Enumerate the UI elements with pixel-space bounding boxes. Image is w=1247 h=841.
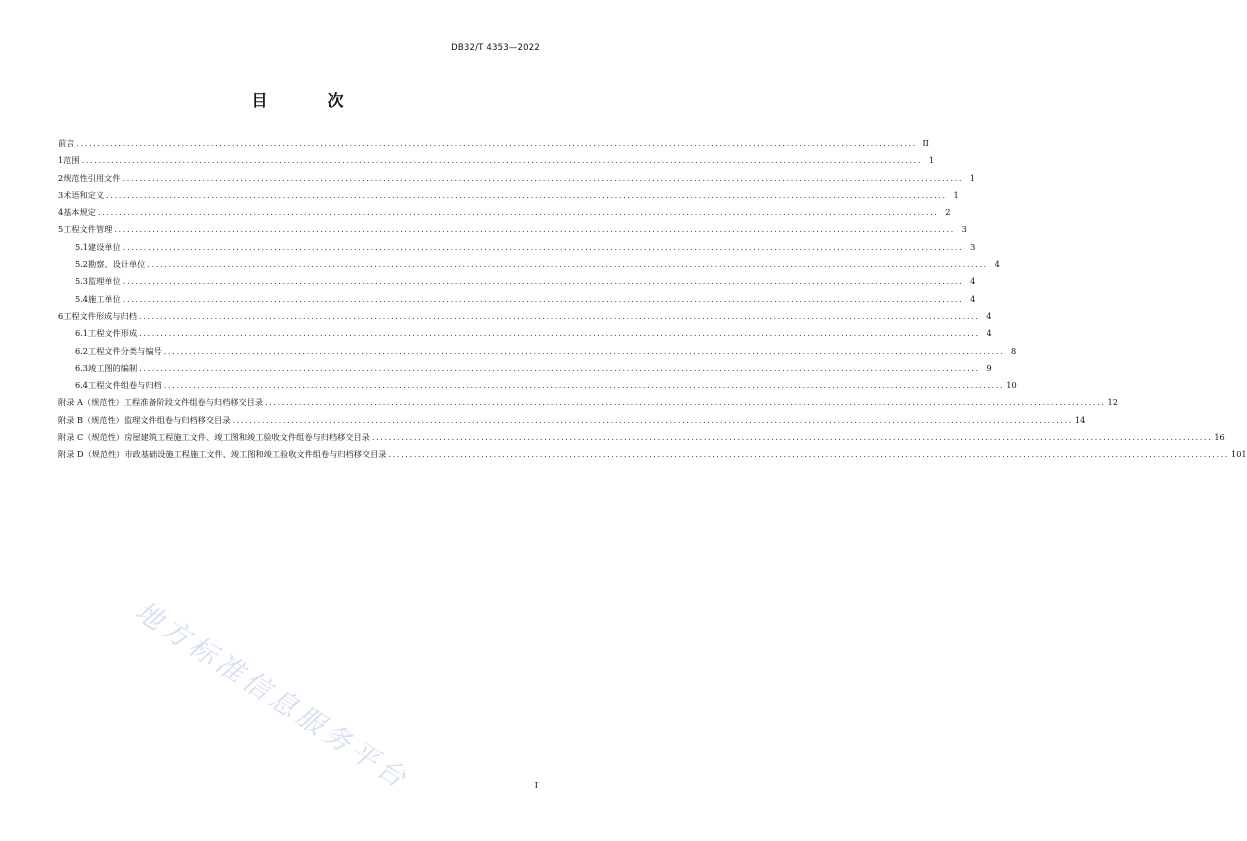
toc-entry[interactable]: [58, 328, 992, 345]
toc-entry-number: 6.4: [75, 380, 89, 391]
toc-entry-label: 房屋建筑工程施工文件、竣工图和竣工验收文件组卷与归档移交目录: [124, 432, 370, 443]
watermark: 地方标准信息服务平台: [129, 595, 415, 797]
toc-entry-number: 4: [58, 207, 64, 218]
toc-entry[interactable]: [58, 310, 992, 328]
toc-dot-leader: ........................................................................................................................................................................................................: [97, 207, 939, 218]
toc-entry-label: 工程文件形成与归档: [63, 310, 137, 321]
toc-entry-number: 附录 A（规范性）: [58, 397, 124, 408]
toc-entry[interactable]: [58, 380, 1017, 397]
toc-entry-label: 规范性引用文件: [63, 172, 121, 183]
toc-entry-page: 4: [986, 310, 992, 321]
toc-entry-number: 5.2: [75, 259, 89, 270]
toc-dot-leader: ........................................................................................................................................................................................................: [139, 362, 980, 373]
toc-entry-label: 工程准备阶段文件组卷与归档移交目录: [123, 397, 264, 408]
toc-entry-page: 1: [953, 189, 959, 200]
toc-entry[interactable]: [58, 276, 976, 293]
toc-entry-page: 1: [928, 155, 935, 166]
toc-entry-label: 工程文件分类与编号: [88, 345, 162, 356]
toc-dot-leader: ........................................................................................................................................................................................................: [81, 155, 923, 166]
toc-entry-label: 基本规定: [63, 207, 96, 218]
toc-entry-label: 建设单位: [88, 241, 121, 252]
toc-dot-leader: ........................................................................................................................................................................................................: [371, 432, 1213, 443]
toc-entry[interactable]: [58, 432, 1225, 449]
toc-entry-page: 2: [945, 207, 951, 218]
toc-dot-leader: ........................................................................................................................................................................................................: [106, 189, 947, 200]
toc-entry[interactable]: [58, 259, 1000, 276]
toc-entry-page: II: [922, 138, 929, 148]
toc-entry-label: 勘察、设计单位: [88, 259, 146, 270]
document-code: DB32/T 4353—2022: [451, 43, 540, 53]
toc-entry-number: 2: [58, 172, 64, 183]
toc-entry[interactable]: [58, 362, 992, 380]
toc-dot-leader: ........................................................................................................................................................................................................: [232, 414, 1073, 425]
toc-entry-page: 3: [961, 224, 967, 235]
toc-entry-label: 术语和定义: [63, 189, 105, 200]
page-number: I: [534, 781, 538, 791]
toc-dot-leader: ........................................................................................................................................................................................................: [163, 345, 1005, 356]
toc-entry-page: 4: [994, 259, 1000, 270]
toc-dot-leader: ........................................................................................................................................................................................................: [122, 172, 964, 183]
toc-entry-page: 12: [1107, 397, 1118, 408]
toc-entry[interactable]: [58, 414, 1086, 432]
toc-entry-number: 1: [58, 155, 64, 166]
toc-entry-page: 1: [969, 172, 976, 183]
toc-entry-label: 施工单位: [88, 293, 121, 304]
toc-dot-leader: ........................................................................................................................................................................................................: [76, 138, 917, 148]
toc-entry-number: 6: [58, 310, 64, 321]
toc-entry[interactable]: [58, 449, 1247, 466]
toc-dot-leader: ........................................................................................................................................................................................................: [114, 224, 955, 235]
toc-entry-label: 监理文件组卷与归档移交目录: [123, 414, 231, 425]
toc-entry[interactable]: [58, 138, 929, 155]
toc-entry-label: 工程文件组卷与归档: [88, 380, 162, 391]
toc-entry-number: 附录 B（规范性）: [58, 414, 124, 425]
toc-entry-page: 16: [1214, 432, 1225, 443]
toc-entry[interactable]: [58, 397, 1118, 414]
toc-dot-leader: ........................................................................................................................................................................................................: [388, 449, 1230, 460]
toc-entry-page: 9: [986, 362, 992, 373]
toc-entry-number: 附录 C（规范性）: [58, 432, 125, 443]
toc-entry-page: 10: [1006, 380, 1017, 391]
table-of-contents: [58, 138, 1247, 467]
toc-entry-page: 4: [986, 328, 992, 339]
toc-dot-leader: ........................................................................................................................................................................................................: [265, 397, 1106, 408]
toc-entry[interactable]: [58, 293, 976, 311]
toc-entry[interactable]: [58, 207, 951, 224]
toc-entry[interactable]: [58, 155, 935, 172]
toc-entry-page: 4: [970, 276, 976, 287]
toc-entry[interactable]: [58, 172, 976, 190]
toc-entry-page: 4: [970, 293, 976, 304]
toc-entry-label: 竣工图的编制: [88, 362, 138, 373]
toc-dot-leader: ........................................................................................................................................................................................................: [139, 328, 980, 339]
toc-entry-number: 5.3: [75, 276, 89, 287]
toc-entry-label: 前言: [58, 138, 75, 148]
toc-entry-number: 5: [58, 224, 64, 235]
page-title: 目 次: [251, 91, 366, 110]
toc-dot-leader: ........................................................................................................................................................................................................: [122, 293, 964, 304]
toc-entry-number: 附录 D（规范性）: [58, 449, 125, 460]
toc-entry[interactable]: [58, 189, 959, 207]
toc-entry[interactable]: [58, 241, 976, 259]
toc-dot-leader: ........................................................................................................................................................................................................: [122, 276, 964, 287]
toc-entry-label: 范围: [63, 155, 80, 166]
toc-entry-page: 14: [1074, 414, 1086, 425]
toc-entry-page: 101: [1231, 449, 1247, 460]
toc-entry-page: 3: [970, 241, 976, 252]
toc-entry-page: 8: [1011, 345, 1017, 356]
toc-entry-label: 工程文件形成: [88, 328, 138, 339]
toc-dot-leader: ........................................................................................................................................................................................................: [147, 259, 988, 270]
toc-entry-label: 工程文件管理: [63, 224, 113, 235]
toc-dot-leader: ........................................................................................................................................................................................................: [163, 380, 1005, 391]
toc-entry-label: 市政基础设施工程施工文件、竣工图和竣工验收文件组卷与归档移交目录: [124, 449, 387, 460]
toc-entry-number: 6.3: [75, 362, 89, 373]
toc-entry-label: 监理单位: [88, 276, 121, 287]
toc-entry-number: 5.1: [75, 241, 89, 252]
toc-dot-leader: ........................................................................................................................................................................................................: [138, 310, 980, 321]
toc-entry[interactable]: [58, 224, 967, 241]
toc-entry-number: 3: [58, 189, 64, 200]
toc-entry-number: 6.1: [75, 328, 89, 339]
toc-dot-leader: ........................................................................................................................................................................................................: [122, 241, 964, 252]
toc-entry-number: 5.4: [75, 293, 89, 304]
toc-entry-number: 6.2: [75, 345, 89, 356]
toc-entry[interactable]: [58, 345, 1017, 363]
